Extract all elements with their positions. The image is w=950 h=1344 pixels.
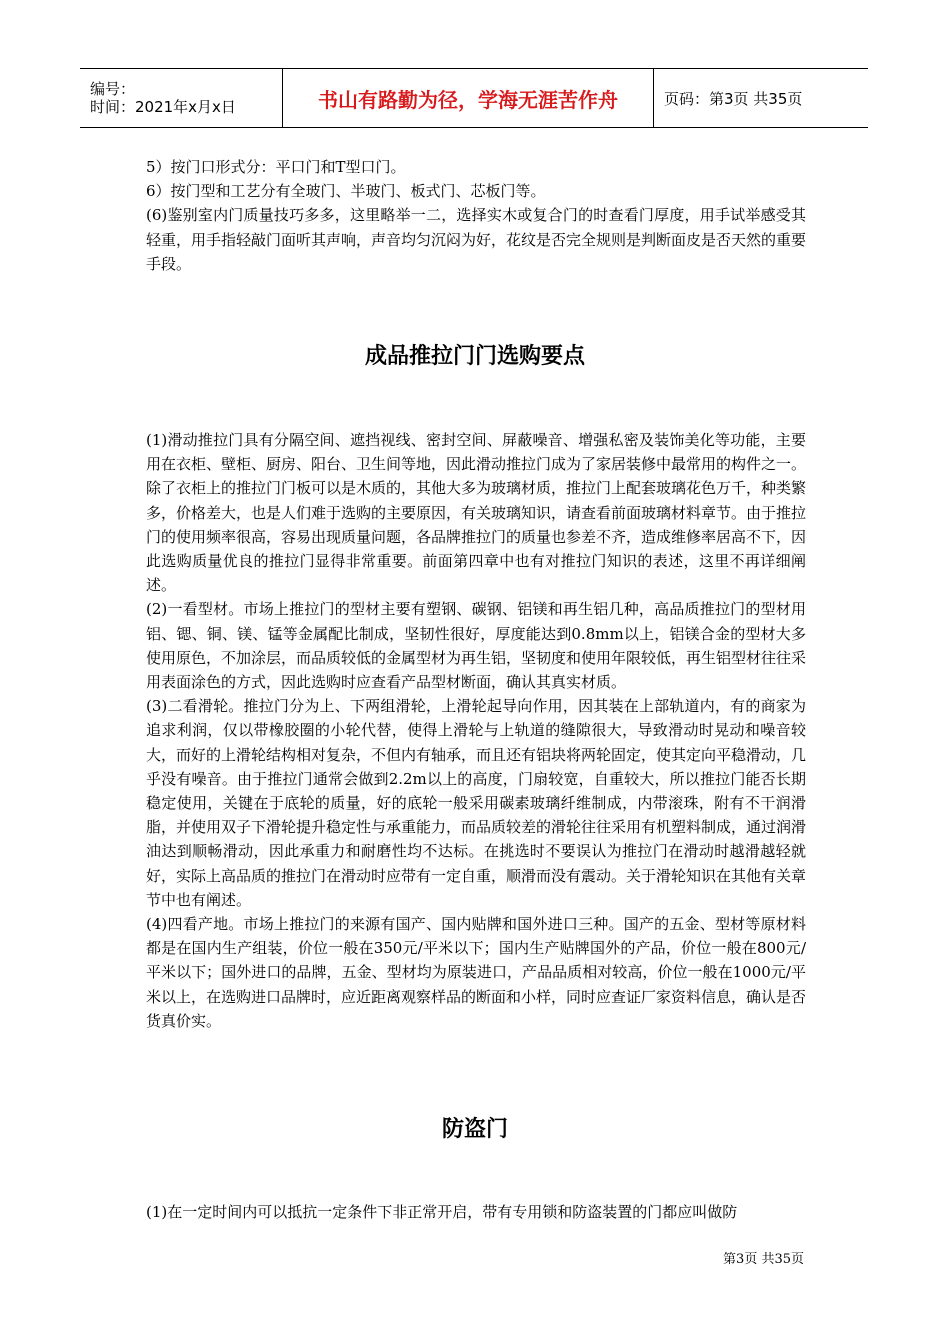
sliding-door-block <box>146 428 806 1033</box>
section-title-security-door: 防盗门 <box>441 1117 508 1142</box>
header-meta <box>80 69 282 127</box>
header-date: 时间：2021年x月x日 <box>90 98 236 116</box>
page-footer: 第3页 共35页 <box>723 1252 804 1267</box>
header-page-number: 页码：第3页 共35页 <box>664 89 803 108</box>
paragraph: 6）按门型和工艺分有全玻门、半玻门、板式门、芯板门等。 <box>146 182 546 201</box>
intro-block <box>146 155 806 276</box>
security-door-block <box>146 1200 806 1224</box>
header-motto: 书山有路勤为径，学海无涯苦作舟 <box>282 69 654 127</box>
paragraph: (4)四看产地。市场上推拉门的来源有国产、国内贴牌和国外进口三种。国产的五金、型材等原材料都是在国内生产组装，价位一般在350元/平米以下；国内生产贴牌国外的产品，价位一般在800元/平米以下；国外进口的品牌，五金、型材均为原装进口，产品品质相对较高，价位一般在1000元/平米以上，在选购进口品牌时，应近距离观察样品的断面和小样，同时应查证厂家资料信息，确认是否货真价实。 <box>146 915 807 1030</box>
header-number: 编号： <box>90 80 136 98</box>
paragraph: (2)一看型材。市场上推拉门的型材主要有塑钢、碳钢、铝镁和再生铝几种，高品质推拉门的型材用铝、锶、铜、镁、锰等金属配比制成，坚韧性很好，厚度能达到0.8mm以上，铝镁合金的型材大多使用原色，不加涂层，而品质较低的金属型材为再生铝，坚韧度和使用年限较低，再生铝型材往往采用表面涂色的方式，因此选购时应查看产品型材断面，确认其真实材质。 <box>146 600 807 692</box>
paragraph: (1)滑动推拉门具有分隔空间、遮挡视线、密封空间、屏蔽噪音、增强私密及装饰美化等功能，主要用在衣柜、壁柜、厨房、阳台、卫生间等地，因此滑动推拉门成为了家居装修中最常用的构件之一。除了衣柜上的推拉门门板可以是木质的，其他大多为玻璃材质，推拉门上配套玻璃花色万千，种类繁多，价格差大，也是人们难于选购的主要原因，有关玻璃知识，请查看前面玻璃材料章节。由于推拉门的使用频率很高，容易出现质量问题，各品牌推拉门的质量也参差不齐，造成维修率居高不下，因此选购质量优良的推拉门显得非常重要。前面第四章中也有对推拉门知识的表述，这里不再详细阐述。 <box>146 431 807 595</box>
section-title-sliding-door: 成品推拉门门选购要点 <box>364 344 585 369</box>
paragraph: 5）按门口形式分：平口门和T型口门。 <box>146 158 406 176</box>
page-header <box>80 68 868 128</box>
paragraph: (6)鉴别室内门质量技巧多多，这里略举一二，选择实木或复合门的时查看门厚度，用手试举感受其轻重，用手指轻敲门面听其声响，声音均匀沉闷为好，花纹是否完全规则是判断面皮是否天然的重要手段。 <box>146 206 807 273</box>
paragraph: (1)在一定时间内可以抵抗一定条件下非正常开启，带有专用锁和防盗装置的门都应叫做防 <box>146 1203 738 1221</box>
paragraph: (3)二看滑轮。推拉门分为上、下两组滑轮，上滑轮起导向作用，因其装在上部轨道内，有的商家为追求利润，仅以带橡胶圈的小轮代替，使得上滑轮与上轨道的缝隙很大，导致滑动时晃动和噪音较大，而好的上滑轮结构相对复杂，不但内有轴承，而且还有铝块将两轮固定，使其定向平稳滑动，几乎没有噪音。由于推拉门通常会做到2.2m以上的高度，门扇较宽，自重较大，所以推拉门能否长期稳定使用，关键在于底轮的质量，好的底轮一般采用碳素玻璃纤维制成，内带滚珠，附有不干润滑脂，并使用双子下滑轮提升稳定性与承重能力，而品质较差的滑轮往往采用有机塑料制成，通过润滑油达到顺畅滑动，因此承重力和耐磨性均不达标。在挑选时不要误认为推拉门在滑动时越滑越轻就好，实际上高品质的推拉门在滑动时应带有一定自重，顺滑而没有震动。关于滑轮知识在其他有关章节中也有阐述。 <box>146 697 807 909</box>
